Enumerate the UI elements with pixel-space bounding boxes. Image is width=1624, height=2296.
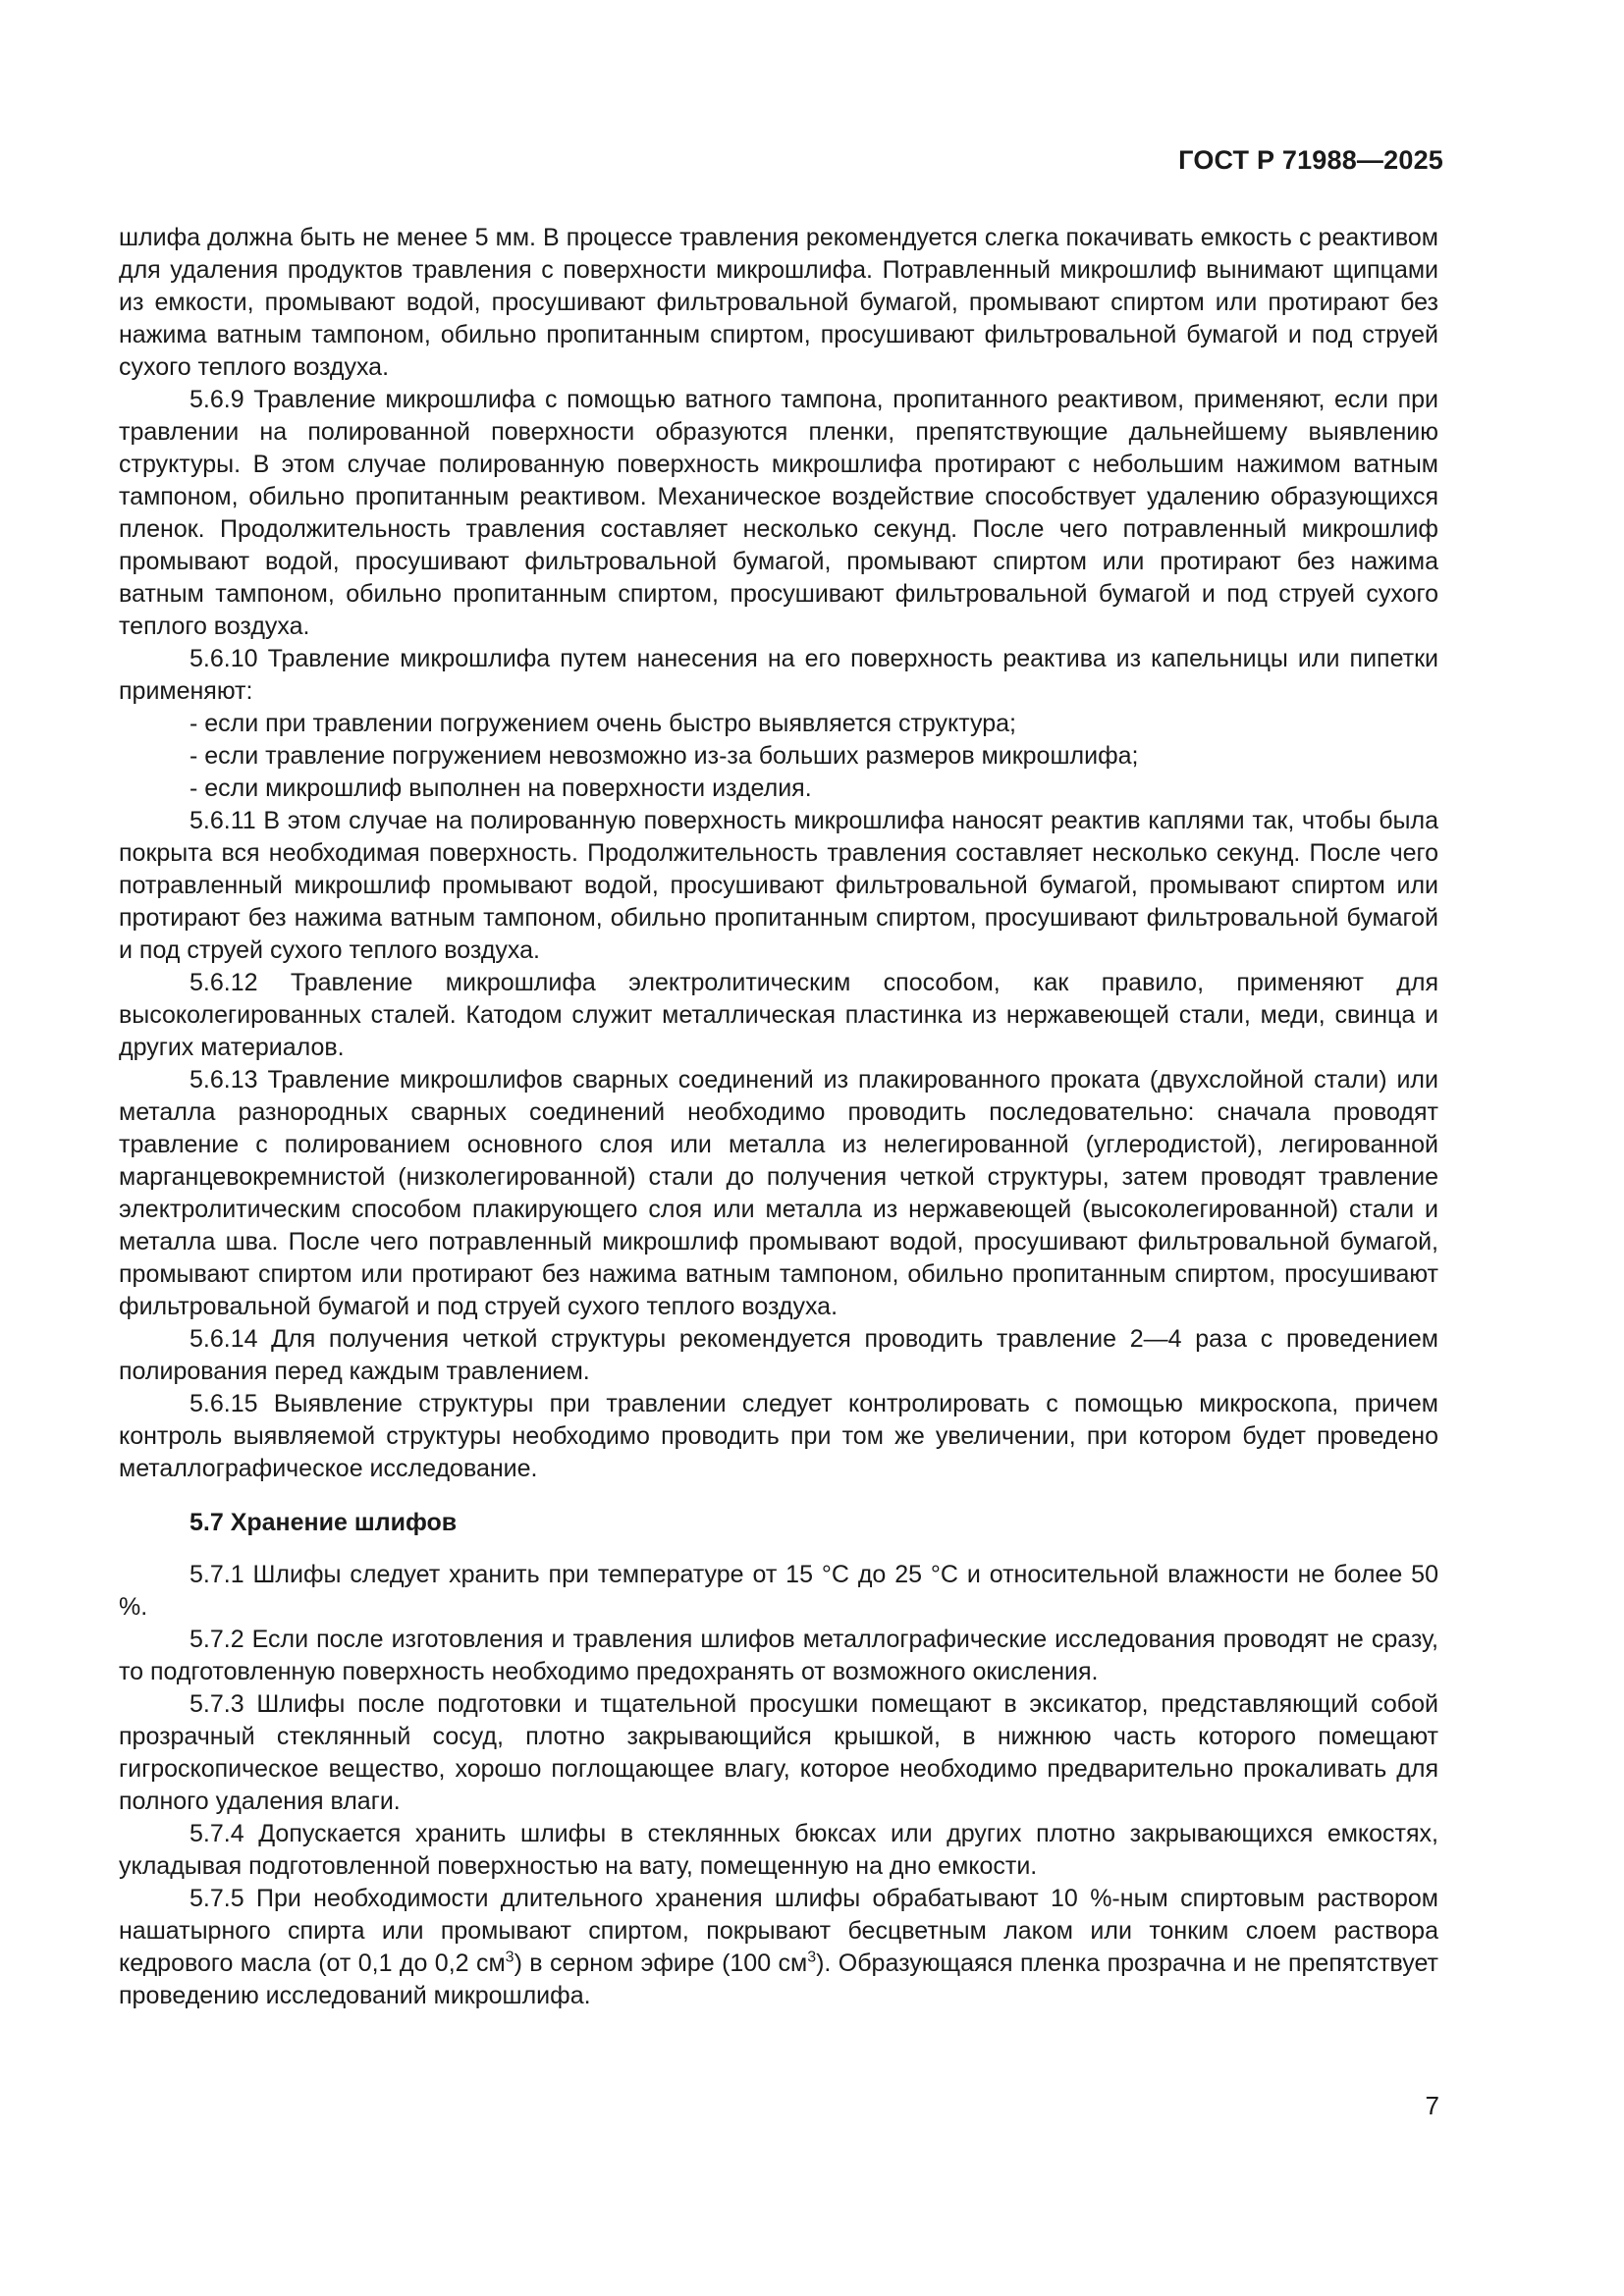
paragraph-5-6-12: 5.6.12 Травление микрошлифа электролитическим способом, как правило, применяют для высоколегированных сталей. Катодом служит металлическая пластинка из нержавеющей стали, меди, свинца и других материалов. xyxy=(119,969,1438,1061)
superscript: 3 xyxy=(505,1949,514,1966)
list-item: - если микрошлиф выполнен на поверхности изделия. xyxy=(189,774,812,802)
paragraph-5-7-5-part-b: ) в серном эфире (100 см xyxy=(514,1949,808,1977)
paragraph-5-6-14: 5.6.14 Для получения четкой структуры рекомендуется проводить травление 2—4 раза с проведением полирования перед каждым травлением. xyxy=(119,1325,1438,1385)
paragraph-5-7-5-part-c: ). Образующаяся пленка прозрачна и не препятствует проведению исследований микрошлифа. xyxy=(119,1949,1438,2009)
page-number: 7 xyxy=(1425,2091,1439,2120)
paragraph-5-6-11: 5.6.11 В этом случае на полированную поверхность микрошлифа наносят реактив каплями так, чтобы была покрыта вся необходимая поверхность. Продолжительность травления составляет несколько секунд. После чего потравленный микрошлиф промывают водой, просушивают фильтровальной бумагой, промывают спиртом или протирают без нажима ватным тампоном, обильно пропитанным спиртом, просушивают фильтровальной бумагой и под струей сухого теплого воздуха. xyxy=(119,807,1438,964)
paragraph-5-7-3: 5.7.3 Шлифы после подготовки и тщательной просушки помещают в эксикатор, представляющий собой прозрачный стеклянный сосуд, плотно закрывающийся крышкой, в нижнюю часть которого помещают гигроскопическое вещество, хорошо поглощающее влагу, которое необходимо предварительно прокаливать для полного удаления влаги. xyxy=(119,1690,1438,1815)
list-item: - если травление погружением невозможно из-за больших размеров микрошлифа; xyxy=(189,742,1139,770)
paragraph-5-7-2: 5.7.2 Если после изготовления и травления шлифов металлографические исследования проводят не сразу, то подготовленную поверхность необходимо предохранять от возможного окисления. xyxy=(119,1626,1438,1685)
paragraph-5-6-10: 5.6.10 Травление микрошлифа путем нанесения на его поверхность реактива из капельницы или пипетки применяют: xyxy=(119,645,1438,705)
list-item: - если при травлении погружением очень быстро выявляется структура; xyxy=(189,710,1016,737)
page-body xyxy=(119,222,1438,2012)
paragraph-5-7-5 xyxy=(119,1883,1438,2012)
paragraph-continuation: шлифа должна быть не менее 5 мм. В процессе травления рекомендуется слегка покачивать емкость с реактивом для удаления продуктов травления с поверхности микрошлифа. Потравленный микрошлиф вынимают щипцами из емкости, промывают водой, просушивают фильтровальной бумагой, промывают спиртом или протирают без нажима ватным тампоном, обильно пропитанным спиртом, просушивают фильтровальной бумагой и под струей сухого теплого воздуха. xyxy=(119,224,1438,381)
paragraph-5-7-1: 5.7.1 Шлифы следует хранить при температуре от 15 °C до 25 °C и относительной влажности не более 50 %. xyxy=(119,1561,1438,1621)
paragraph-5-7-5-part-a: 5.7.5 При необходимости длительного хранения шлифы обрабатывают 10 %-ным спиртовым раствором нашатырного спирта или промывают спиртом, покрывают бесцветным лаком или тонким слоем раствора кедрового масла (от 0,1 до 0,2 см xyxy=(119,1885,1438,1977)
section-heading-5-7: 5.7 Хранение шлифов xyxy=(189,1509,458,1536)
paragraph-5-6-15: 5.6.15 Выявление структуры при травлении следует контролировать с помощью микроскопа, причем контроль выявляемой структуры необходимо проводить при том же увеличении, при котором будет проведено металлографическое исследование. xyxy=(119,1390,1438,1482)
document-header-id: ГОСТ Р 71988—2025 xyxy=(1178,145,1443,175)
paragraph-5-7-4: 5.7.4 Допускается хранить шлифы в стеклянных бюксах или других плотно закрывающихся емкостях, укладывая подготовленной поверхностью на вату, помещенную на дно емкости. xyxy=(119,1820,1438,1880)
paragraph-5-6-9: 5.6.9 Травление микрошлифа с помощью ватного тампона, пропитанного реактивом, применяют, если при травлении на полированной поверхности образуются пленки, препятствующие дальнейшему выявлению структуры. В этом случае полированную поверхность микрошлифа протирают с небольшим нажимом ватным тампоном, обильно пропитанным реактивом. Механическое воздействие способствует удалению образующихся пленок. Продолжительность травления составляет несколько секунд. После чего потравленный микрошлиф промывают водой, просушивают фильтровальной бумагой, промывают спиртом или протирают без нажима ватным тампоном, обильно пропитанным спиртом, просушивают фильтровальной бумагой и под струей сухого теплого воздуха. xyxy=(119,386,1438,640)
paragraph-5-6-13: 5.6.13 Травление микрошлифов сварных соединений из плакированного проката (двухслойной стали) или металла разнородных сварных соединений необходимо проводить последовательно: сначала проводят травление с полированием основного слоя или металла из нелегированной (углеродистой), легированной марганцевокремнистой (низколегированной) стали до получения четкой структуры, затем проводят травление электролитическим способом плакирующего слоя или металла из нержавеющей (высоколегированной) стали и металла шва. После чего потравленный микрошлиф промывают водой, просушивают фильтровальной бумагой, промывают спиртом или протирают без нажима ватным тампоном, обильно пропитанным спиртом, просушивают фильтровальной бумагой и под струей сухого теплого воздуха. xyxy=(119,1066,1438,1320)
superscript: 3 xyxy=(807,1949,817,1966)
